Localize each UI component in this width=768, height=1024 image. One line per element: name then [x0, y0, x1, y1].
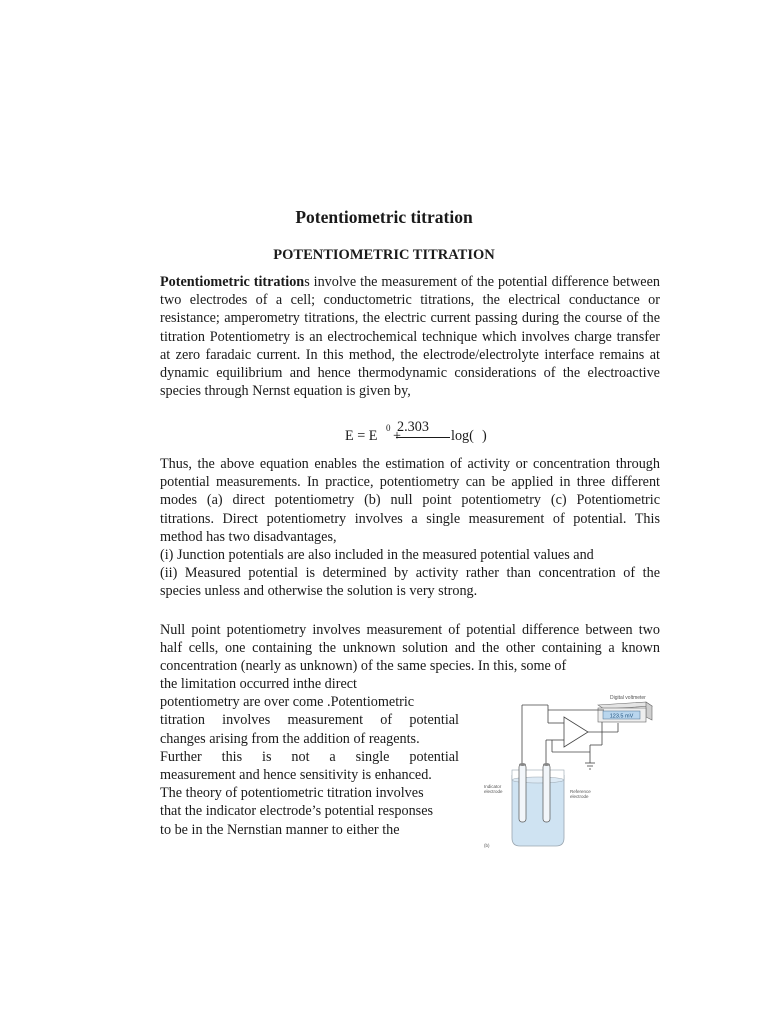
eq-superscript: 0	[386, 423, 391, 433]
eq-fraction-bar	[396, 437, 450, 438]
panel-label: (b)	[484, 843, 490, 848]
digital-voltmeter	[598, 702, 652, 722]
wrapped-line: changes arising from the addition of reagents.	[160, 730, 420, 747]
paragraph-modes	[160, 455, 660, 601]
modes-text: Thus, the above equation enables the estimation of activity or concentration through potential measurements. In practice, potentiometry can be applied in three different modes (a) direct potentiometry (b) null point potentiometry (c) Potentiometric titrations. Direct potentiometry involves a single measurement of potential. This method has two disadvantages,	[160, 456, 660, 545]
wrapped-line: that the indicator electrode’s potential responses	[160, 803, 434, 820]
wrapped-line: The theory of potentiometric titration involves	[160, 785, 424, 802]
wrapped-line: potentiometry are over come .Potentiometric	[160, 694, 415, 711]
null-point-text: Null point potentiometry involves measurement of potential difference between two half cells, one containing the unknown solution and the other containing a known concentration (nearly as unknown) of the same species. In this, some of	[160, 622, 660, 675]
paragraph-intro	[160, 273, 660, 400]
eq-plus: +	[393, 428, 402, 444]
page-title: Potentiometric titration	[295, 207, 473, 227]
voltmeter-reading: 123.5 mV	[609, 713, 634, 720]
wrapped-line: measurement and hence sensitivity is enhanced.	[160, 767, 432, 784]
disadvantage-2: (ii) Measured potential is determined by activity rather than concentration of the species unless and otherwise the solution is very strong.	[160, 565, 660, 600]
wrapped-text-block	[160, 675, 459, 839]
indicator-label: Indicator	[484, 784, 502, 789]
wrapped-line: to be in the Nernstian manner to either the	[160, 821, 400, 838]
section-heading: POTENTIOMETRIC TITRATION	[273, 247, 495, 263]
wrapped-line: titration involves measurement of potential	[160, 712, 459, 729]
intro-text: s involve the measurement of the potential difference between two electrodes of a cell; conductometric titrations, the electrical conductance or resistance; amperometry titrations, the electric current passing during the course of the titration Potentiometry is an electrochemical technique which involves charge transfer at zero faradaic current. In this method, the electrode/electrolyte interface remains at dynamic equilibrium and hence thermodynamic considerations of the electroactive species through Nernst equation is given by,	[160, 274, 660, 400]
reference-label: Reference	[570, 789, 591, 794]
indicator-electrode	[519, 763, 526, 822]
nernst-equation	[345, 419, 487, 450]
disadvantage-1: (i) Junction potentials are also included in the measured potential values and	[160, 547, 594, 564]
reference-label-2: electrode	[570, 794, 589, 799]
indicator-label-2: electrode	[484, 789, 503, 794]
voltmeter-label: Digital voltmeter	[610, 695, 646, 701]
eq-numerator: 2.303	[397, 419, 429, 435]
titration-apparatus-figure	[478, 690, 658, 852]
paragraph-null-point	[160, 621, 660, 676]
bold-lead: Potentiometric titration	[160, 274, 305, 290]
eq-lhs: E = E	[345, 428, 378, 444]
eq-log: log(	[451, 428, 474, 444]
eq-close: )	[482, 428, 487, 444]
reference-electrode	[543, 763, 550, 822]
wrapped-line: Further this is not a single potential	[160, 748, 459, 765]
wrapped-line: the limitation occurred inthe direct	[160, 676, 357, 692]
